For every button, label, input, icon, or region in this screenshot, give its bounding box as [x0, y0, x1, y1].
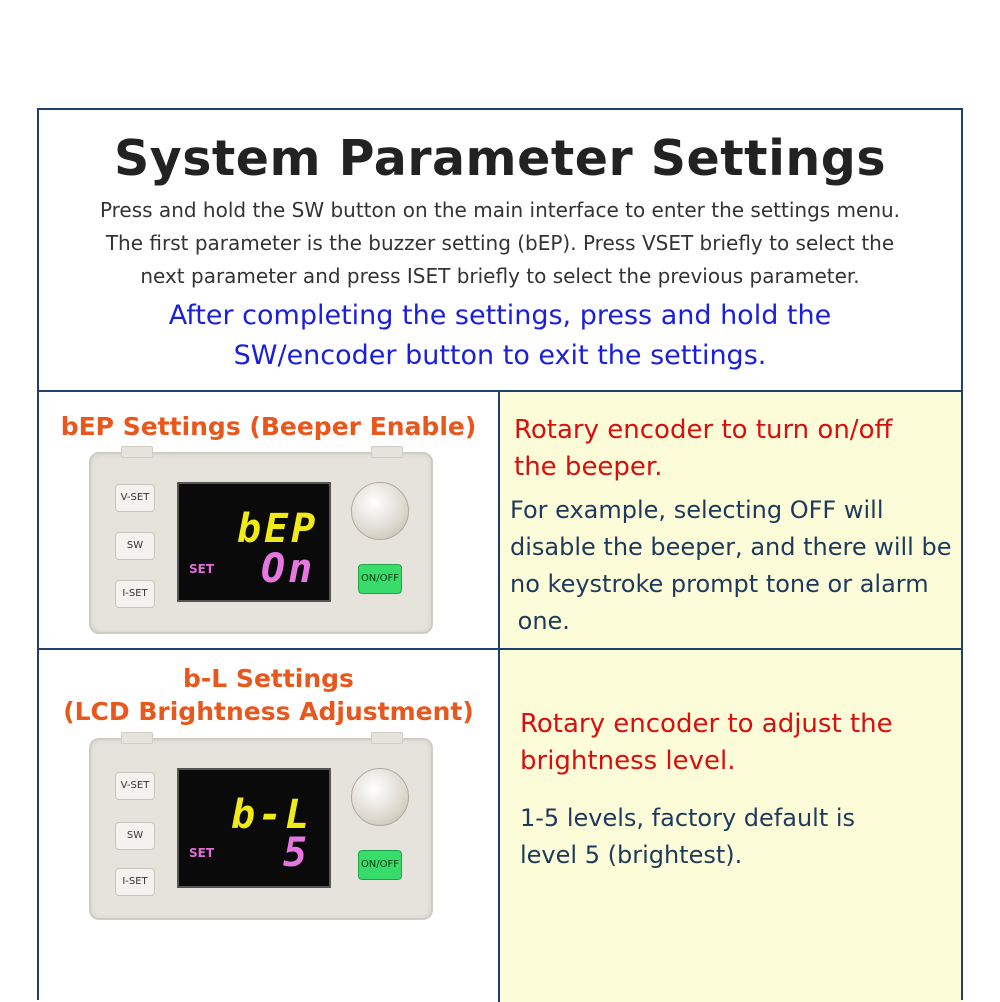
bep-main-instruction: [514, 412, 892, 486]
exit-line: After completing the settings, press and hold the: [168, 300, 832, 331]
sw-button: SW: [115, 532, 155, 560]
power-supply-device: [89, 738, 433, 920]
bl-main-instruction: [520, 706, 893, 780]
exit-line: SW/encoder button to exit the settings.: [233, 340, 767, 371]
settings-table: [37, 108, 963, 1000]
text-line: the beeper.: [514, 452, 663, 482]
iset-button: I-SET: [115, 580, 155, 608]
intro-line: next parameter and press ISET briefly to select the previous parameter.: [140, 264, 860, 288]
device-tab: [371, 732, 403, 744]
on-off-button: ON/OFF: [358, 850, 402, 880]
bep-description-cell: [500, 392, 961, 648]
bl-section-title: [39, 662, 498, 728]
lcd-value: 5: [283, 830, 311, 876]
vset-button: V-SET: [115, 484, 155, 512]
lcd-screen: [177, 768, 331, 888]
title-line: b-L Settings: [183, 664, 354, 693]
device-tab: [371, 446, 403, 458]
text-line: For example, selecting OFF will: [510, 496, 884, 524]
page-title: System Parameter Settings: [113, 130, 887, 187]
bl-description-cell: [500, 650, 961, 1002]
rotary-encoder-knob: [351, 482, 409, 540]
iset-button: I-SET: [115, 868, 155, 896]
vset-button: V-SET: [115, 772, 155, 800]
sw-button: SW: [115, 822, 155, 850]
rotary-encoder-knob: [351, 768, 409, 826]
bl-detail-text: [520, 800, 855, 874]
exit-instructions: [119, 296, 881, 376]
lcd-parameter: b-L: [231, 792, 313, 838]
title-line: (LCD Brightness Adjustment): [63, 697, 474, 726]
lcd-set-label: SET: [189, 562, 215, 576]
lcd-set-label: SET: [189, 846, 215, 860]
text-line: 1-5 levels, factory default is: [520, 804, 856, 832]
intro-text: [79, 194, 921, 293]
text-line: one.: [510, 607, 570, 635]
intro-line: The first parameter is the buzzer setting (bEP). Press VSET briefly to select the: [105, 231, 895, 255]
lcd-screen: [177, 482, 331, 602]
device-tab: [121, 446, 153, 458]
device-tab: [121, 732, 153, 744]
lcd-value: On: [261, 546, 316, 592]
text-line: disable the beeper, and there will be: [510, 533, 952, 561]
header-section: [39, 110, 961, 392]
text-line: Rotary encoder to turn on/off: [514, 415, 893, 445]
text-line: level 5 (brightest).: [520, 841, 743, 869]
intro-line: Press and hold the SW button on the main interface to enter the settings menu.: [99, 198, 901, 222]
bl-image-cell: [39, 650, 498, 1002]
on-off-button: ON/OFF: [358, 564, 402, 594]
power-supply-device: [89, 452, 433, 634]
bep-image-cell: [39, 392, 498, 648]
text-line: Rotary encoder to adjust the: [520, 709, 893, 739]
bep-detail-text: [510, 492, 951, 640]
column-divider: [498, 392, 500, 1002]
bep-section-title: bEP Settings (Beeper Enable): [60, 412, 477, 441]
text-line: brightness level.: [520, 746, 736, 776]
text-line: no keystroke prompt tone or alarm: [510, 570, 929, 598]
lcd-parameter: bEP: [237, 506, 319, 552]
